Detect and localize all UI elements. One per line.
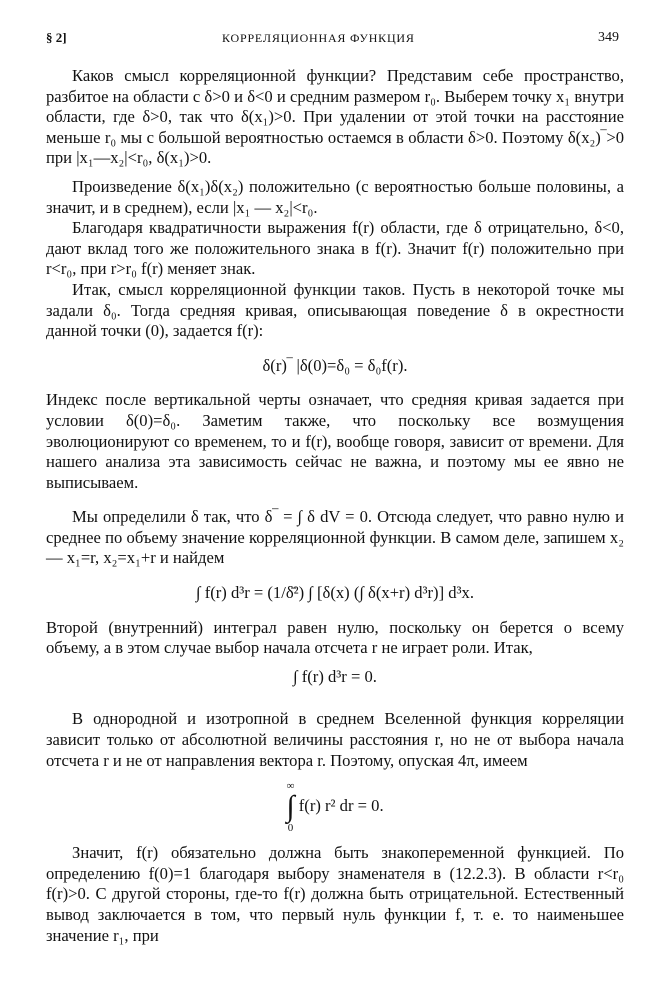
equation-radial-integral <box>46 779 624 835</box>
integral-integrand: f(r) r² dr = 0. <box>298 796 384 816</box>
equation-zero-integral: ∫ f(r) d³r = 0. <box>293 666 377 686</box>
paragraph-3: Благодаря квадратичности выражения f(r) области, где δ отрицательно, δ<0, дают вклад того же положительного знака в f(r). Значит f(r) положительно при r<r₀, при r>r₀ f(r) меняет знак. <box>46 218 624 279</box>
page-number: 349 <box>598 30 619 45</box>
integral-sign <box>286 779 294 835</box>
running-head-section: § 2] <box>46 30 67 45</box>
paragraph-6: Мы определили δ так, что δ‾ = ∫ δ dV = 0. Отсюда следует, что равно нулю и среднее по объему значение корреляционной функции. В самом деле, запишем x₂ — x₁=r, x₂=x₁+r и найдем <box>46 507 624 568</box>
paragraph-8: В однородной и изотропной в среднем Вселенной функция корреляции зависит только от абсолютной величины расстояния r, но не от выбора начала отсчета r и не от направления вектора r. Поэтому, опуская 4π, имеем <box>46 709 624 770</box>
paragraph-1: Каков смысл корреляционной функции? Представим себе пространство, разбитое на области с δ>0 и δ<0 и средним размером r₀. Выберем точку x₁ внутри области, где δ>0, так что δ(x₁)>0. При удалении от этой точки на расстояние меньше r₀ мы с большой вероятностью остаемся в области δ>0. Поэтому δ(x₂)‾>0 при |x₁—x₂|<r₀, δ(x₁)>0. <box>46 66 624 168</box>
integral-upper-limit: ∞ <box>286 780 295 793</box>
equation-volume-integral: ∫ f(r) d³r = (1/δ̄²) ∫ [δ(x) (∫ δ(x+r) d³r)] d³x. <box>196 583 474 603</box>
integral-symbol: ∫ <box>286 790 295 824</box>
paragraph-5: Индекс после вертикальной черты означает, что средняя кривая задается при условии δ(0)=δ₀. Заметим также, что поскольку все возмущения эволюционируют со временем, то и f(r), вообще говоря, зависит от времени. Для нашего анализа эта зависимость сейчас не важна, и поэтому мы ее явно не выписываем. <box>46 390 624 492</box>
paragraph-9: Значит, f(r) обязательно должна быть знакопеременной функцией. По определению f(0)=1 благодаря выбору знаменателя в (12.2.3). В области r<r₀ f(r)>0. С другой стороны, где-то f(r) должна быть отрицательной. Естественный вывод заключается в том, что первый нуль функции f, т. е. то наименьшее значение r₁, при <box>46 843 624 945</box>
page-body <box>46 66 624 946</box>
integral-lower-limit: 0 <box>287 822 294 835</box>
paragraph-2: Произведение δ(x₁)δ(x₂) положительно (с вероятностью больше половины, а значит, и в среднем), если |x₁ — x₂|<r₀. <box>46 176 624 217</box>
paragraph-4: Итак, смысл корреляционной функции таков. Пусть в некоторой точке мы задали δ₀. Тогда средняя кривая, описывающая поведение δ в окрестности данной точки (0), задается f(r): <box>46 279 624 341</box>
equation-mean-curve: δ(r)‾ |δ(0)=δ₀ = δ₀f(r). <box>262 355 408 375</box>
running-head-title: КОРРЕЛЯЦИОННАЯ ФУНКЦИЯ <box>222 31 415 45</box>
paragraph-7: Второй (внутренний) интеграл равен нулю, поскольку он берется о всему объему, а в этом случае выбор начала отсчета r не играет роли. Итак, <box>46 617 624 658</box>
